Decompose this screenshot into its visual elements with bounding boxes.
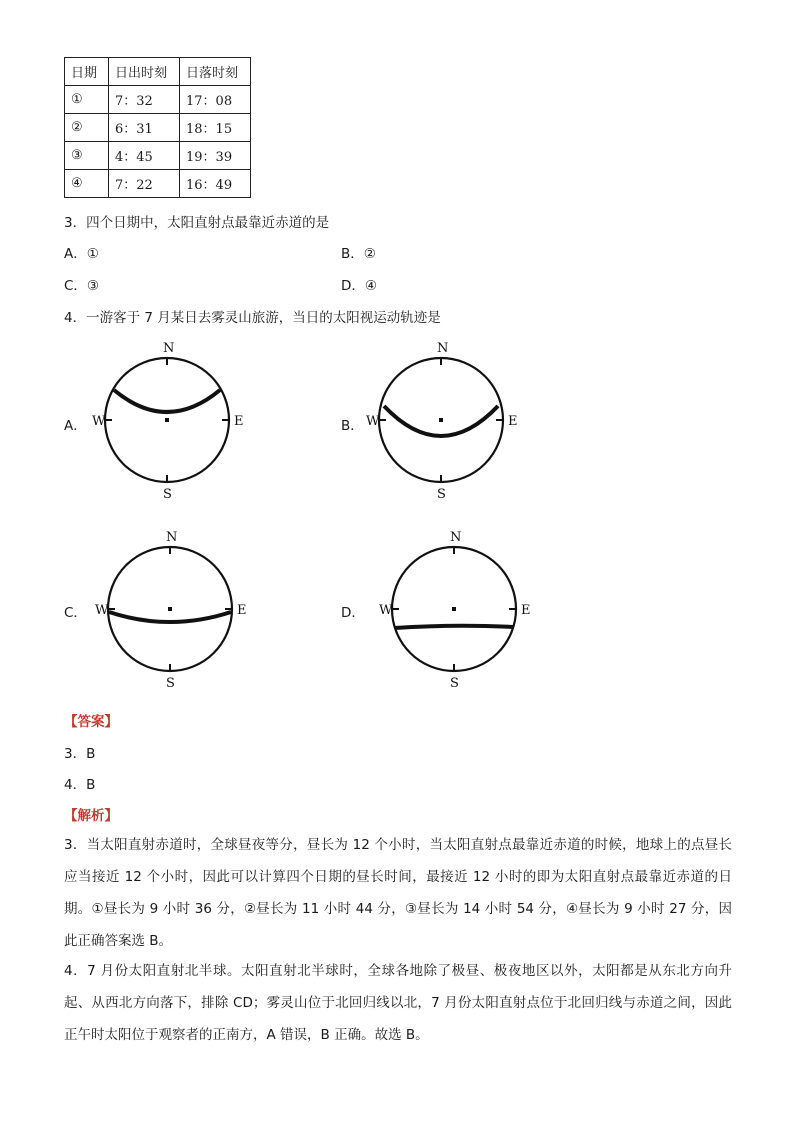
row-sunset: 17：08 bbox=[180, 86, 251, 114]
row-sunrise: 6：31 bbox=[109, 114, 180, 142]
answer-tag: 【答案】 bbox=[64, 714, 118, 730]
row-id: ③ bbox=[65, 142, 109, 170]
analysis-tag: 【解析】 bbox=[64, 808, 118, 824]
north-label: N bbox=[437, 341, 449, 356]
north-label: N bbox=[163, 341, 175, 356]
south-label: S bbox=[437, 487, 446, 502]
sun-path-arc bbox=[109, 612, 231, 622]
analysis-paragraph-3: 3．当太阳直射赤道时，全球昼夜等分，昼长为 12 个小时，当太阳直射点最靠近赤道的时候，地球上的点昼长应当接近 12 个小时，因此可以计算四个日期的昼长时间，最接近 12 小时的即为太阳直射点最靠近赤道的日期。①昼长为 9 小时 36 分，②昼长为 11 小时 44 分，③昼长为 14 小时 54 分，④昼长为 9 小时 27 分，因此正确答案选 B。 bbox=[64, 837, 732, 949]
q3-option-d[interactable]: D．④ bbox=[341, 278, 377, 294]
row-sunset: 19：39 bbox=[180, 142, 251, 170]
row-sunrise: 7：32 bbox=[109, 86, 180, 114]
row-sunset: 18：15 bbox=[180, 114, 251, 142]
north-label: N bbox=[450, 530, 462, 545]
sun-path-diagram-b bbox=[366, 338, 526, 508]
analysis-paragraph-4: 4．7 月份太阳直射北半球。太阳直射北半球时，全球各地除了极昼、极夜地区以外，太阳都是从东北方向升起、从西北方向落下，排除 CD；雾灵山位于北回归线以北，7 月份太阳直射点位于北回归线与赤道之间，因此正午时太阳位于观察者的正南方，A 错误，B 正确。故选 B。 bbox=[64, 963, 732, 1043]
table-row bbox=[65, 170, 251, 198]
row-id: ④ bbox=[65, 170, 109, 198]
row-sunset: 16：49 bbox=[180, 170, 251, 198]
observer-dot bbox=[168, 607, 172, 611]
east-label: E bbox=[237, 603, 247, 618]
sun-path-diagram-a bbox=[92, 338, 252, 508]
north-label: N bbox=[166, 530, 178, 545]
q3-option-c[interactable]: C．③ bbox=[64, 278, 100, 294]
answer-4: 4．B bbox=[64, 777, 96, 793]
header-date: 日期 bbox=[65, 58, 109, 86]
sun-path-diagram-c bbox=[95, 527, 255, 697]
q3-option-b[interactable]: B．② bbox=[341, 246, 376, 262]
table-header-row bbox=[65, 58, 251, 86]
west-label: W bbox=[379, 603, 393, 618]
q4-option-a[interactable]: A． bbox=[64, 418, 87, 434]
sun-path-arc bbox=[395, 626, 513, 628]
row-id: ① bbox=[65, 86, 109, 114]
south-label: S bbox=[166, 676, 175, 691]
header-sunset: 日落时刻 bbox=[180, 58, 251, 86]
row-sunrise: 4：45 bbox=[109, 142, 180, 170]
q4-option-c[interactable]: C． bbox=[64, 605, 87, 621]
q4-option-b[interactable]: B． bbox=[341, 418, 364, 434]
table-row bbox=[65, 142, 251, 170]
observer-dot bbox=[165, 418, 169, 422]
observer-dot bbox=[439, 418, 443, 422]
west-label: W bbox=[92, 414, 106, 429]
east-label: E bbox=[508, 414, 518, 429]
q3-option-a[interactable]: A．① bbox=[64, 246, 99, 262]
table-row bbox=[65, 86, 251, 114]
east-label: E bbox=[521, 603, 531, 618]
east-label: E bbox=[234, 414, 244, 429]
question-3-stem: 3．四个日期中，太阳直射点最靠近赤道的是 bbox=[64, 215, 330, 231]
south-label: S bbox=[163, 487, 172, 502]
sun-path-diagram-d bbox=[379, 527, 539, 697]
west-label: W bbox=[95, 603, 109, 618]
table-row bbox=[65, 114, 251, 142]
q4-option-d[interactable]: D． bbox=[341, 605, 365, 621]
question-4-stem: 4．一游客于 7 月某日去雾灵山旅游，当日的太阳视运动轨迹是 bbox=[64, 310, 441, 326]
sun-path-arc bbox=[114, 390, 220, 412]
sunrise-sunset-table bbox=[64, 57, 251, 198]
row-sunrise: 7：22 bbox=[109, 170, 180, 198]
row-id: ② bbox=[65, 114, 109, 142]
south-label: S bbox=[450, 676, 459, 691]
west-label: W bbox=[366, 414, 380, 429]
observer-dot bbox=[452, 607, 456, 611]
answer-3: 3．B bbox=[64, 746, 96, 762]
header-sunrise: 日出时刻 bbox=[109, 58, 180, 86]
